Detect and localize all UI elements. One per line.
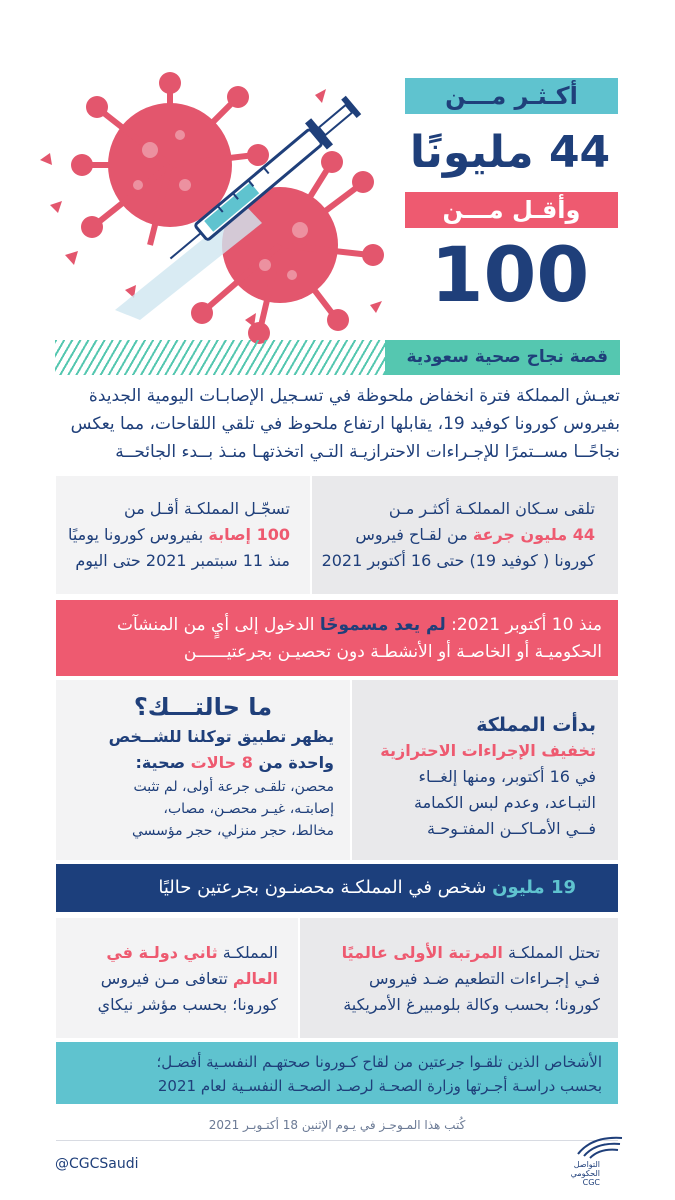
rank-bloomberg-line3: كورونا؛ بحسب وكالة بلومبيرغ الأمريكية [343, 995, 600, 1014]
twitter-handle[interactable]: @CGCSaudi [55, 1156, 139, 1172]
mental-health-line1: الأشخاص الذين تلقـوا جرعتين من لقاح كـورونا صحتهـم النفسـية أفضـل؛ [156, 1053, 602, 1071]
rank-nikkei-highlight: ثاني دولـة في [106, 943, 218, 962]
stats-vaccines-line3: كورونا ( كوفيد 19) حتى 16 أكتوبر 2021 [321, 551, 595, 570]
fully-vaccinated-banner [56, 864, 618, 912]
stats-vaccines-text [320, 496, 595, 574]
oct10-banner [56, 600, 618, 676]
oct10-line1 [72, 612, 602, 639]
status-line4: إصابتـه، غيـر محصـن، مصاب، [163, 801, 334, 817]
rank-bloomberg-text [308, 940, 600, 1018]
story-tag: قصة نجاح صحية سعودية [385, 340, 620, 375]
rank-nikkei-line1 [64, 940, 278, 966]
status-line2-post: صحية: [135, 753, 186, 772]
stats-cases-line2-rest: بفيروس كورونا يوميًا [67, 525, 204, 544]
cgc-logo-icon [574, 1132, 626, 1160]
mental-health-banner [56, 1042, 618, 1104]
cgc-logo-en: CGC [582, 1178, 600, 1187]
story-line-2: بفيروس كورونا كوفيد 19، يقابلها ارتفاع ملحوظ في تلقي اللقاحات، مما يعكس [70, 414, 620, 434]
status-line2-highlight: 8 حالات [190, 753, 253, 772]
easing-highlight: تخفيف الإجراءات الاحترازية [380, 741, 596, 760]
story-paragraph [50, 382, 620, 466]
stats-cases-highlight: 100 إصابة [208, 525, 290, 544]
easing-text [370, 712, 596, 842]
oct10-prefix: منذ 10 أكتوبر 2021: [451, 615, 602, 635]
stats-vaccines-highlight: 44 مليون جرعة [472, 525, 595, 544]
status-line2 [72, 750, 334, 776]
oct10-rest: الدخول إلى أيٍ من المنشآت [116, 615, 315, 635]
status-line1: يظهر تطبيق توكلنا للشــخص [108, 727, 334, 746]
rank-nikkei-highlight-2: العالم [232, 969, 278, 988]
rank-nikkei-text [64, 940, 278, 1018]
rank-bloomberg-line1 [308, 940, 600, 966]
cgc-logo [560, 1132, 630, 1187]
hatch-decoration [55, 340, 385, 375]
rank-bloomberg-highlight: المرتبة الأولى عالميًا [341, 943, 503, 962]
status-text [72, 690, 334, 842]
oct10-line2: الحكوميـة أو الخاصـة أو الأنشطـة دون تحصيـن بجرعتيــــــن [183, 642, 602, 662]
headline-100: 100 [430, 230, 590, 319]
cgc-logo-ar-1: التواصل [573, 1160, 600, 1169]
stats-cases-line3: منذ 11 سبتمبر 2021 حتى اليوم [75, 551, 290, 570]
rank-nikkei-line3: كورونا؛ بحسب مؤشر نيكاي [97, 995, 278, 1014]
footer-divider [56, 1140, 618, 1141]
rank-nikkei-pre: المملكـة [222, 943, 278, 962]
stats-vaccines-line2 [320, 522, 595, 548]
easing-line2: التبـاعد، وعدم لبس الكمامة [413, 793, 596, 812]
stats-vaccines-line1: تلقى سـكان المملكـة أكثـر مـن [388, 499, 595, 518]
stats-cases-line2 [62, 522, 290, 548]
easing-line1: في 16 أكتوبر، ومنها إلغــاء [418, 767, 596, 786]
less-than-banner: وأقـل مـــن [405, 192, 618, 228]
stats-cases-text [62, 496, 290, 574]
headline-44-million: 44 مليونًا [409, 127, 611, 178]
fully-vaccinated-highlight: 19 مليون [492, 877, 576, 898]
status-line3: محصن، تلقـى جرعة أولى، لم تثبت [133, 779, 334, 795]
mental-health-line2: بحسب دراسـة أجـرتها وزارة الصحـة لرصـد الصحـة النفسـية لعام 2021 [157, 1077, 602, 1095]
rank-bloomberg-pre: تحتل المملكـة [507, 943, 600, 962]
more-than-banner: أكـثـر مـــن [405, 78, 618, 114]
easing-line3: فــي الأمـاكــن المفتـوحـة [426, 819, 596, 838]
status-title: ما حالتـــك؟ [133, 693, 273, 721]
rank-nikkei-line2-rest: تتعافى مـن فيروس [100, 969, 228, 988]
fully-vaccinated-rest: شخص في المملكـة محصنـون بجرعتين حاليًا [158, 877, 487, 898]
story-line-3: نجاحًــا مســتمرًا للإجـراءات الاحترازيـة التـي اتخذتهـا منـذ بــدء الجائحــة [115, 442, 620, 462]
status-line5: مخالط، حجر منزلي، حجر مؤسسي [131, 823, 334, 839]
easing-title: بدأت المملكة [476, 714, 596, 736]
stats-cases-line1: تسجّـل المملكـة أقـل من [124, 499, 290, 518]
virus-vaccine-illustration [30, 55, 400, 345]
oct10-bold: لم يعد مسموحًا [319, 615, 446, 635]
rank-nikkei-line2 [64, 966, 278, 992]
written-date: كُتب هذا المـوجـز في يـوم الإثنين 18 أكتـوبـر 2021 [208, 1118, 466, 1132]
cgc-logo-ar-2: الحكومي [570, 1169, 600, 1178]
rank-bloomberg-line2: فـي إجـراءات التطعيم ضـد فيروس [368, 969, 600, 988]
story-line-1: تعيـش المملكة فترة انخفاض ملحوظة في تسـجيل الإصابـات اليومية الجديدة [88, 386, 620, 406]
status-line2-pre: واحدة من [258, 753, 334, 772]
stats-vaccines-line2-rest: من لقـاح فيروس [355, 525, 468, 544]
